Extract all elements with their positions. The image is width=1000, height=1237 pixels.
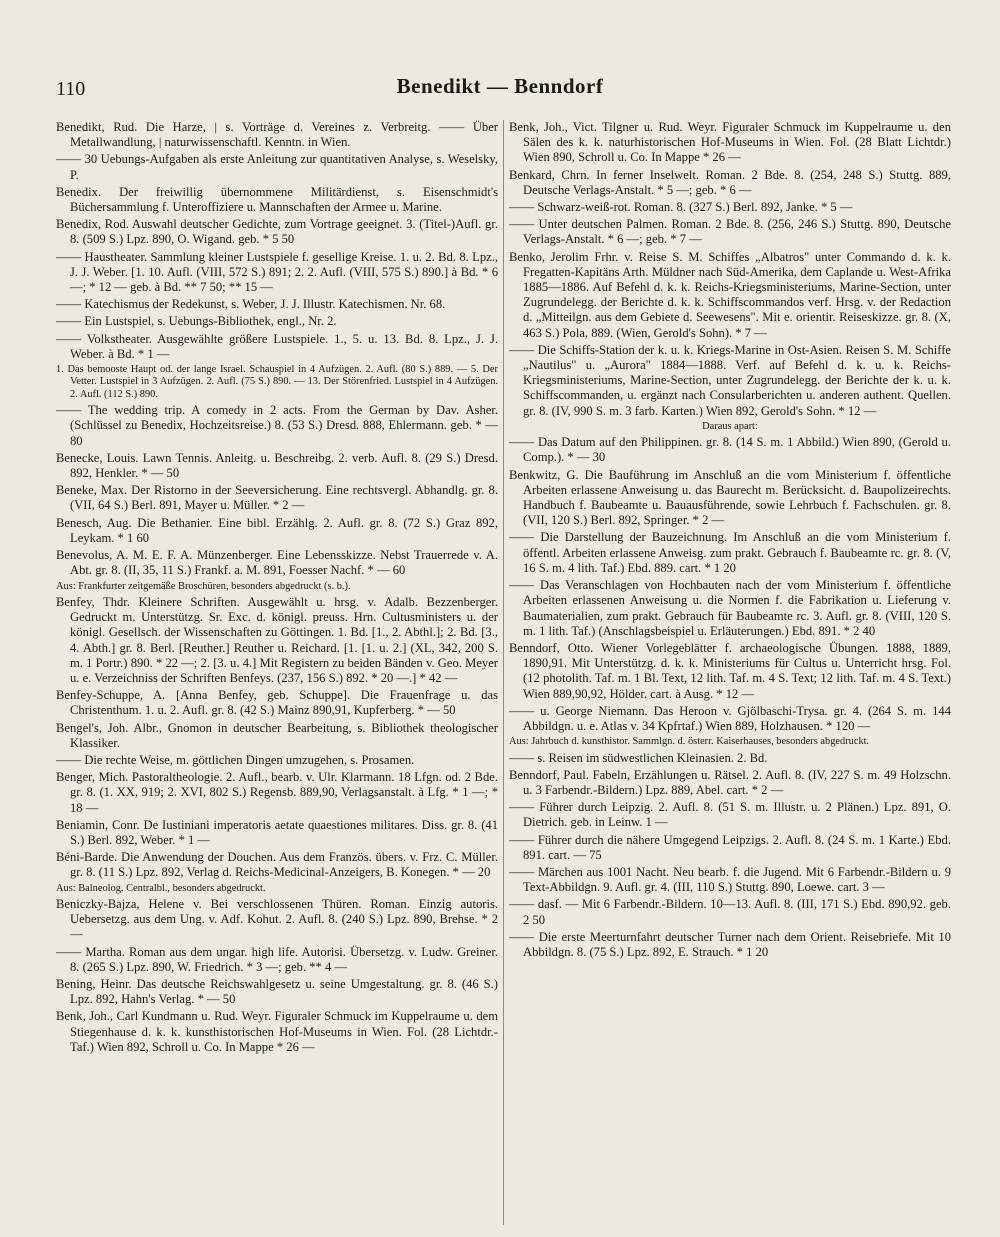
catalog-entry: —— Martha. Roman aus dem ungar. high life. Autorisi. Übersetzg. v. Ludw. Greiner. 8. (265 S.) Lpz. 890, W. Friedrich. * 3 —; geb. ** 4 — [56, 944, 498, 974]
catalog-entry: Beneke, Max. Der Ristorno in der Seeversicherung. Eine rechtsvergl. Abhandlg. gr. 8. (VII, 64 S.) Berl. 891, Mayer u. Müller. * 2 — [56, 483, 498, 513]
catalog-entry: —— Schwarz-weiß-rot. Roman. 8. (327 S.) Berl. 892, Janke. * 5 — [509, 200, 853, 215]
catalog-entry: Benedix. Der freiwillig übernommene Militärdienst, s. Eisenschmidt's Büchersammlung f. Unteroffiziere u. Mannschaften der Armee u. Marine. [56, 184, 498, 215]
catalog-entry: —— u. George Niemann. Das Heroon v. Gjölbaschi-Trysa. gr. 4. (264 S. m. 144 Abbildgn. u. e. Atlas v. 34 Kpfrtaf.) Wien 889, Holzhausen. * 120 — [509, 703, 951, 733]
catalog-entry: —— Ein Lustspiel, s. Uebungs-Bibliothek, engl., Nr. 2. [56, 314, 337, 329]
catalog-entry: Béni-Barde. Die Anwendung der Douchen. Aus dem Französ. übers. v. Frz. C. Müller. gr. 8. (11 S.) Lpz. 892, Verlag d. Reichs-Medicinal-Anzeigers, B. Konegen. * — 20 [56, 850, 498, 880]
catalog-entry: Bening, Heinr. Das deutsche Reichswahlgesetz u. seine Umgestaltung. gr. 8. (46 S.) Lpz. 892, Hahn's Verlag. * — 50 [56, 976, 498, 1007]
catalog-note: Aus: Frankfurter zeitgemäße Broschüren, besonders abgedruckt (s. b.). [56, 580, 351, 592]
catalog-entry: Benndorf, Otto. Wiener Vorlegeblätter f. archaeologische Übungen. 1888, 1889, 1890,91. Mit Unterstützg. d. k. k. Ministeriums für Cultus u. Unterricht hrsg. Fol. (12 photolith. Taf. m. 1 Bl. Text, 12 lith. Taf. m. 4 S. Text; 12 lith. Taf. m. 4 S. Text.) Wien 889,90,92, Hölder. cart. à Ausg. * 12 — [509, 640, 951, 701]
catalog-note: Aus: Balneolog. Centralbl., besonders abgedruckt. [56, 882, 266, 894]
right-column [509, 120, 951, 1230]
catalog-entry: —— Führer durch Leipzig. 2. Aufl. 8. (51 S. m. Illustr. u. 2 Plänen.) Lpz. 891, O. Dietrich. geb. in Leinw. 1 — [509, 800, 951, 830]
catalog-entry: Benecke, Louis. Lawn Tennis. Anleitg. u. Beschreibg. 2. verb. Aufl. 8. (29 S.) Dresd. 892, Henkler. * — 50 [56, 450, 498, 481]
catalog-entry: —— Märchen aus 1001 Nacht. Neu bearb. f. die Jugend. Mit 6 Farbendr.-Bildern u. 9 Text-Abbildgn. 9. Aufl. gr. 4. (III, 110 S.) Stuttg. 890, Loewe. cart. 3 — [509, 864, 951, 895]
catalog-entry: —— 30 Uebungs-Aufgaben als erste Anleitung zur quantitativen Analyse, s. Weselsky, P. [56, 152, 498, 182]
catalog-note: 1. Das bemooste Haupt od. der lange Israel. Schauspiel in 4 Aufzügen. 2. Aufl. (80 S.) 889. — 5. Der Vetter. Lustspiel in 3 Aufzügen. 2. Aufl. (75 S.) 890. — 13. Der Störenfried. Lustspiel in 4 Aufzügen. 2. Aufl. (112 S.) 890. [56, 364, 498, 400]
catalog-entry: —— s. Reisen im südwestlichen Kleinasien. 2. Bd. [509, 750, 768, 765]
catalog-entry: Benko, Jerolim Frhr. v. Reise S. M. Schiffes „Albatros" unter Commando d. k. k. Fregatten-Kapitäns Arth. Müldner nach Süd-Amerika, dem Caplande u. West-Afrika 1885—1886. Auf Befehl d. k. k. Reichs-Kriegsministeriums, Marine-Section, unter Zugrundelegg. der Berichte d. k. k. Schiffscommandos verf. Hrsg. v. der Redaction d. „Mitteilgn. aus dem Gebiete d. Seewesens". Mit e. orientir. Reiseskizze. gr. 8. (X, 463 S.) Pola, 889. (Wien, Gerold's Sohn). * 7 — [509, 249, 951, 340]
catalog-entry: Benfey-Schuppe, A. [Anna Benfey, geb. Schuppe]. Die Frauenfrage u. das Christenthum. 1. u. 2. Aufl. gr. 8. (42 S.) Mainz 890,91, Kupferberg. * — 50 [56, 688, 498, 718]
catalog-entry: —— The wedding trip. A comedy in 2 acts. From the German by Dav. Asher. (Schlüssel zu Benedix, Hochzeitsreise.) 8. (53 S.) Dresd. 888, Ehlermann. geb. * — 80 [56, 403, 498, 448]
catalog-entry: Benk, Joh., Vict. Tilgner u. Rud. Weyr. Figuraler Schmuck im Kuppelraume u. den Sälen des k. k. naturhistorischen Hof-Museums in Wien. Fol. (28 Blatt Lichtdr.) Wien 890, Schroll u. Co. In Mappe * 26 — [509, 120, 951, 165]
catalog-entry: Bengel's, Joh. Albr., Gnomon in deutscher Bearbeitung, s. Bibliothek theologischer Klassiker. [56, 720, 498, 750]
catalog-entry: —— Die Darstellung der Bauzeichnung. Im Anschluß an die vom Ministerium f. öffentl. Arbeiten erlassene Anweisg. zum prakt. Gebrauch f. Baubeamte rc. gr. 8. (V, 16 S. m. 4 lith. Taf.) Ebd. 889. cart. * 1 20 [509, 530, 951, 575]
catalog-entry: —— Die erste Meerturnfahrt deutscher Turner nach dem Orient. Reisebriefe. Mit 10 Abbildgn. 8. (75 S.) Lpz. 892, E. Strauch. * 1 20 [509, 929, 951, 959]
catalog-entry: Benesch, Aug. Die Bethanier. Eine bibl. Erzählg. 2. Aufl. gr. 8. (72 S.) Graz 892, Leykam. * 1 60 [56, 515, 498, 545]
catalog-entry: —— Volkstheater. Ausgewählte größere Lustspiele. 1., 5. u. 13. Bd. 8. Lpz., J. J. Weber. à Bd. * 1 — [56, 331, 498, 361]
catalog-entry: —— Katechismus der Redekunst, s. Weber, J. J. Illustr. Katechismen. Nr. 68. [56, 297, 446, 312]
catalog-entry: Benndorf, Paul. Fabeln, Erzählungen u. Rätsel. 2. Aufl. 8. (IV, 227 S. m. 49 Holzschn. u. 3 Farbendr.-Bildern.) Lpz. 889, Abel. cart. * 2 — [509, 767, 951, 797]
left-column [56, 120, 498, 1230]
catalog-entry: Benedix, Rod. Auswahl deutscher Gedichte, zum Vortrage geeignet. 3. (Titel-)Aufl. gr. 8. (509 S.) Lpz. 890, O. Wigand. geb. * 5 50 [56, 217, 498, 247]
running-head: Benedikt — Benndorf [396, 74, 604, 98]
catalog-entry: —— Das Veranschlagen von Hochbauten nach der vom Ministerium f. öffentliche Arbeiten erlassenen Anweisung u. die Normen f. die Fabrikation u. Lieferung v. Baumaterialien, zum prakt. Gebrauch für Baubeamte rc. 3. Aufl. gr. 8. (VIII, 120 S. m. 1 lith. Taf.) (Anschlagsbeispiel u. Erläuterungen.) Ebd. 891. * 2 40 [509, 578, 951, 638]
catalog-entry: Benkard, Chrn. In ferner Inselwelt. Roman. 2 Bde. 8. (254, 248 S.) Stuttg. 889, Deutsche Verlags-Anstalt. * 5 —; geb. * 6 — [509, 167, 951, 197]
catalog-entry: Benevolus, A. M. E. F. A. Münzenberger. Eine Lebensskizze. Nebst Trauerrede v. A. Abt. gr. 8. (II, 35, 11 S.) Frankf. a. M. 891, Foesser Nachf. * — 60 [56, 548, 498, 578]
catalog-entry: —— Haustheater. Sammlung kleiner Lustspiele f. gesellige Kreise. 1. u. 2. Bd. 8. Lpz., J. J. Weber. [1. 10. Aufl. (VIII, 572 S.) 891; 2. 2. Aufl. (VIII, 575 S.) 890.] à Bd. * 6 —; * 12 — geb. à Bd. ** 7 50; ** 15 — [56, 249, 498, 295]
catalog-entry: Benger, Mich. Pastoraltheologie. 2. Aufl., bearb. v. Ulr. Klarmann. 18 Lfgn. od. 2 Bde. gr. 8. (1. XX, 919; 2. XVI, 802 S.) Regensb. 889,90, Verlagsanstalt. à Lfg. * 1 —; * 18 — [56, 770, 498, 815]
catalog-note: Aus: Jahrbuch d. kunsthistor. Sammlgn. d. österr. Kaiserhauses, besonders abgedruckt. [509, 736, 870, 748]
catalog-entry: Benfey, Thdr. Kleinere Schriften. Ausgewählt u. hrsg. v. Adalb. Bezzenberger. Gedruckt m. Unterstützg. Sr. Exc. d. königl. preuss. Hrn. Cultusministers u. der königl. Gesellsch. der Wissenschaften zu Göttingen. 1. Bd. [1., 2. Abthl.]; 2. Bd. [3., 4. Abth.] gr. 8. Berl. [Reuther.] Reuther u. Reichard. [1. [1. u. 2.] (XL, 342, 200 S. m. 1 Portr.) 890. * 22 —; 2. [3. u. 4.] Mit Registern zu beiden Bänden v. Geo. Meyer u. e. Verzeichniss der Schriften Benfeys. (237, 156 S.) 892. * 20 —.] * 42 — [56, 594, 498, 685]
catalog-entry: Benedikt, Rud. Die Harze, | s. Vorträge d. Vereines z. Verbreitg. —— Über Metallwandlung, | naturwissenschaftl. Kenntn. in Wien. [56, 120, 498, 150]
catalog-entry: —— Das Datum auf den Philippinen. gr. 8. (14 S. m. 1 Abbild.) Wien 890, (Gerold u. Comp.). * — 30 [509, 435, 951, 465]
catalog-subheading: Daraus apart: [702, 420, 758, 432]
catalog-entry: —— Unter deutschen Palmen. Roman. 2 Bde. 8. (256, 246 S.) Stuttg. 890, Deutsche Verlags-Anstalt. * 6 —; geb. * 7 — [509, 217, 951, 247]
catalog-entry: Beniczky-Bajza, Helene v. Bei verschlossenen Thüren. Roman. Einzig autoris. Uebersetzg. aus dem Ung. v. Adf. Kohut. 2. Aufl. 8. (240 S.) Lpz. 890, Brehse. * 2 — [56, 896, 498, 942]
catalog-entry: Beniamin, Conr. De Iustiniani imperatoris aetate quaestiones militares. Diss. gr. 8. (41 S.) Berl. 892, Weber. * 1 — [56, 817, 498, 847]
catalog-entry: —— Die rechte Weise, m. göttlichen Dingen umzugehen, s. Prosamen. [56, 752, 415, 767]
catalog-entry: —— dasf. — Mit 6 Farbendr.-Bildern. 10—13. Aufl. 8. (III, 171 S.) Ebd. 890,92. geb. 2 50 [509, 897, 951, 927]
catalog-entry: Benkwitz, G. Die Bauführung im Anschluß an die vom Ministerium f. öffentliche Arbeiten erlassene Anweisung u. das Baurecht m. Berücksicht. d. Baupolizeirechts. Handbuch f. Baubeamte u. Bauausführende, sowie Lehrbuch f. Fachschulen. gr. 8. (VII, 120 S.) Berl. 892, Springer. * 2 — [509, 467, 951, 528]
catalog-entry: —— Führer durch die nähere Umgegend Leipzigs. 2. Aufl. 8. (24 S. m. 1 Karte.) Ebd. 891. cart. — 75 [509, 832, 951, 862]
catalog-entry: —— Die Schiffs-Station der k. u. k. Kriegs-Marine in Ost-Asien. Reisen S. M. Schiffe „Nautilus" u. „Aurora" 1884—1888. Verf. auf Befehl d. k. u. k. Reichs-Kriegsministeriums, Marine-Section, unter Zugrundelegg. der Berichte der k. u. k. Schiffscommanden, u. ergänzt nach Consularberichten u. anderen authent. Quellen. gr. 8. (IV, 990 S. m. 3 farb. Karten.) Wien 892, Gerold's Sohn. * 12 — [509, 342, 951, 418]
page-number: 110 [56, 78, 86, 100]
catalog-entry: Benk, Joh., Carl Kundmann u. Rud. Weyr. Figuraler Schmuck im Kuppelraume u. dem Stiegenhause d. k. k. kunsthistorischen Hof-Museums in Wien. Fol. (28 Lichtdr.-Taf.) Wien 892, Schroll u. Co. In Mappe * 26 — [56, 1009, 498, 1054]
column-divider [503, 120, 504, 1225]
